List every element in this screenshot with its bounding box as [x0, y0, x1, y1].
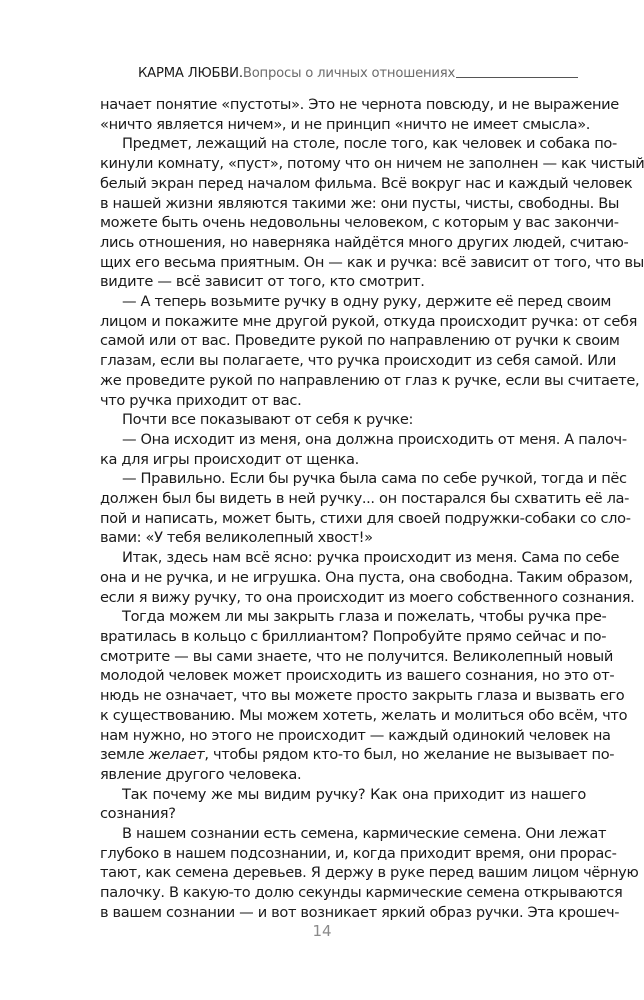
text-line: щих его весьма приятным. Он — как и ручка: всё зависит от того, что вы — [100, 253, 644, 271]
text-line: палочку. В какую-то долю секунды кармические семена открываются — [100, 884, 623, 902]
text-line: пой и написать, может быть, стихи для своей подружки-собаки со сло- — [100, 509, 631, 527]
text-line: она и не ручка, и не игрушка. Она пуста, она свободна. Таким образом, — [100, 568, 633, 586]
text-line: — Правильно. Если бы ручка была сама по себе ручкой, тогда и пёс — [122, 470, 627, 488]
text-line: что ручка приходит от вас. — [100, 391, 302, 409]
header-rule — [456, 77, 578, 78]
text-line: если я вижу ручку, то она происходит из моего собственного сознания. — [100, 588, 635, 606]
text-line: В нашем сознании есть семена, кармические семена. Они лежат — [122, 825, 607, 843]
page-number: 14 — [312, 922, 332, 940]
book-title: КАРМА ЛЮБВИ. — [138, 66, 243, 81]
text-line: лицом и покажите мне другой рукой, откуда происходит ручка: от себя — [100, 312, 638, 330]
text-line: можете быть очень недовольны человеком, с которым у вас закончи- — [100, 214, 619, 232]
paragraph — [100, 430, 627, 469]
text-line: кинули комнату, «пуст», потому что он ничем не заполнен — как чистый — [100, 155, 644, 173]
running-header — [138, 66, 578, 81]
text-line: к существованию. Мы можем хотеть, желать и молиться обо всём, что — [100, 706, 628, 724]
text-line: в нашей жизни являются такими же: они пусты, чисты, свободны. Вы — [100, 194, 620, 212]
text-line: вами: «У тебя великолепный хвост!» — [100, 529, 373, 547]
book-subtitle: Вопросы о личных отношениях — [242, 66, 456, 81]
text-line: молодой человек может происходить из вашего сознания, но это от- — [100, 667, 615, 685]
text-line: должен был бы видеть в ней ручку... он постарался бы схватить её ла- — [100, 490, 630, 508]
text-line: вратилась в кольцо с бриллиантом? Попробуйте прямо сейчас и по- — [100, 627, 607, 645]
text-line: ка для игры происходит от щенка. — [100, 450, 359, 468]
text-line: Тогда можем ли мы закрыть глаза и пожелать, чтобы ручка пре- — [122, 608, 607, 626]
emphasis: желает — [148, 746, 205, 764]
text-line: лись отношения, но наверняка найдётся много других людей, считаю- — [100, 233, 629, 251]
text-line: глазам, если вы полагаете, что ручка происходит из себя самой. Или — [100, 352, 616, 370]
paragraph — [100, 95, 619, 134]
text-line: «ничто является ничем», и не принцип «ничто не имеет смысла». — [100, 115, 591, 133]
paragraph — [100, 134, 644, 292]
text-line: самой или от вас. Проведите рукой по направлению от ручки к своим — [100, 332, 620, 350]
text-line: в вашем сознании — и вот возникает яркий образ ручки. Эта крошеч- — [100, 903, 620, 921]
text-line: смотрите — вы сами знаете, что не получится. Великолепный новый — [100, 647, 613, 665]
text-line: начает понятие «пустоты». Это не чернота повсюду, и не выражение — [100, 96, 619, 113]
text-line: нюдь не означает, что вы можете просто закрыть глаза и вызвать его — [100, 687, 625, 705]
paragraph — [100, 410, 586, 430]
text-line: белый экран перед началом фильма. Всё вокруг нас и каждый человек — [100, 174, 633, 192]
text-line: Так почему же мы видим ручку? Как она приходит из нашего — [122, 785, 586, 803]
page-body — [100, 95, 644, 923]
text-line: — Она исходит из меня, она должна происходить от меня. А палоч- — [122, 430, 627, 448]
text-line: Итак, здесь нам всё ясно: ручка происходит из меня. Сама по себе — [122, 549, 620, 567]
paragraph — [100, 785, 586, 824]
text-line: видите — всё зависит от того, кто смотрит. — [100, 273, 425, 291]
paragraph — [100, 548, 635, 607]
text-line: Предмет, лежащий на столе, после того, как человек и собака по- — [122, 135, 617, 153]
text-line: сознания? — [100, 805, 176, 823]
paragraph — [100, 824, 639, 923]
text-line: земле желает, чтобы рядом кто-то был, но желание не вызывает по- — [100, 746, 615, 764]
text-line: Почти все показывают от себя к ручке: — [122, 411, 414, 429]
text-line: глубоко в нашем подсознании, и, когда приходит время, они прорас- — [100, 844, 617, 862]
text-line: явление другого человека. — [100, 765, 302, 783]
text-line: же проведите рукой по направлению от глаз к ручке, если вы считаете, — [100, 371, 640, 389]
text-line: тают, как семена деревьев. Я держу в руке перед вашим лицом чёрную — [100, 864, 639, 882]
text-line: — А теперь возьмите ручку в одну руку, держите её перед своим — [122, 293, 612, 311]
paragraph — [100, 292, 640, 410]
paragraph — [100, 469, 631, 548]
text-line: нам нужно, но этого не происходит — каждый одинокий человек на — [100, 726, 611, 744]
paragraph — [100, 607, 628, 784]
